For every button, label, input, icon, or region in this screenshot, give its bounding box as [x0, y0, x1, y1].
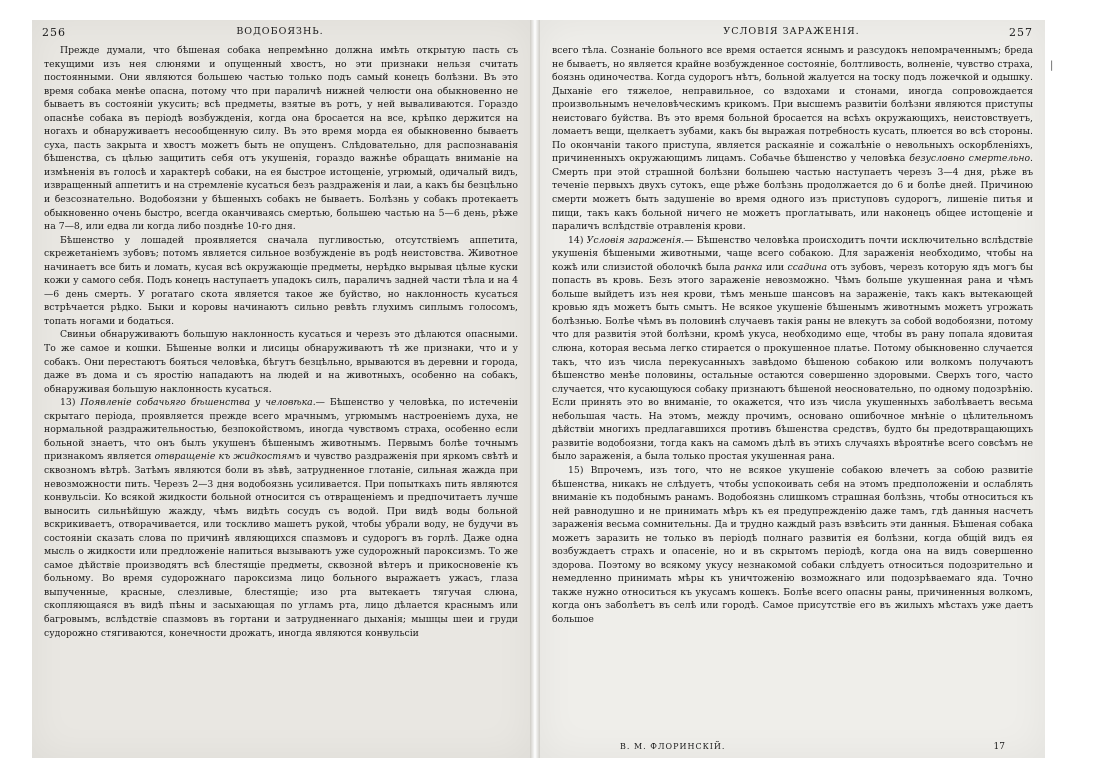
- section-heading: Появленіе собачьяго бѣшенства у человѣка.: [80, 397, 316, 409]
- page-footer: [580, 742, 1005, 754]
- section-heading: Условія зараженія.: [586, 234, 685, 246]
- book-gutter: [530, 20, 540, 758]
- left-page: [32, 20, 530, 758]
- paragraph: Бѣшенство у лошадей проявляется сначала пугливостью, отсутствіемъ аппетита, скрежетаніемъ зубовъ; потомъ является сильное возбужденіе въ родѣ неистовства. Животное начинаетъ все бить и ломать, кусая всѣ окружающіе предметы, нерѣдко вырывая цѣлые куски кожи у самого себя. Подъ конецъ наступаетъ упадокъ силъ, параличъ задней части тѣла и на 4—6 день смерть. У рогатаго скота является такое же буйство, но наклонность кусаться встрѣчается рѣдко. Быки и коровы начинаютъ сильно ревѣть глухимъ сиплымъ голосомъ, топать ногами и бодаться.: [44, 234, 518, 327]
- signature-number: 17: [993, 742, 1005, 752]
- emphasis: безусловно смертельно.: [909, 153, 1033, 165]
- paragraph-section-14: [552, 234, 1033, 464]
- paragraph-section-13: [44, 396, 518, 640]
- emphasis: ранка: [733, 261, 763, 273]
- right-page-header: [550, 26, 1033, 40]
- section-number: 13): [60, 397, 81, 409]
- paragraph-text: — Бѣшенство у человѣка, по истеченіи скрытаго періода, проявляется прежде всего мрачнымъ, угрюмымъ настроеніемъ духа, не нормальной раздражительностью, безпокойствомъ, иногда чувствомъ страха, особенно если больной знаетъ, что онъ былъ укушенъ бѣшенымъ животнымъ. Первымъ болѣе точнымъ признакомъ является: [44, 397, 518, 463]
- right-page: [540, 20, 1045, 758]
- paragraph-section-15: 15) Впрочемъ, изъ того, что не всякое укушеніе собакою влечетъ за собою развитіе бѣшенства, никакъ не слѣдуетъ, чтобы успокоивать себя на этомъ предположеніи и ослаблять вниманіе къ подобнымъ ранамъ. Водобоязнь слишкомъ страшная болѣзнь, чтобы относиться къ ней равнодушно и не принимать мѣръ къ ея предупрежденію даже тамъ, гдѣ данныя насчетъ зараженія весьма сомнительны. Да и трудно каждый разъ взвѣсить эти данныя. Бѣшеная собака можетъ заразить не только въ періодѣ полнаго развитія ея болѣзни, когда общій видъ ея возбуждаетъ страхъ и опасеніе, но и въ скрытомъ періодѣ, когда она на видъ совершенно здорова. Поэтому во всякому укусу незнакомой собаки слѣдуетъ относиться подозрительно и немедленно принимать мѣры къ уничтоженію возможнаго или подозрѣваемаго яда. Точно также нужно относиться къ укусамъ кошекъ. Болѣе всего опасны раны, причиненныя волкомъ, когда онъ заболѣетъ въ селѣ или городѣ. Самое присутствіе его въ жилыхъ мѣстахъ уже даетъ большое: [552, 464, 1033, 625]
- left-page-text: [44, 44, 518, 640]
- paragraph-text: отъ зубовъ, черезъ которую ядъ могъ бы попасть въ кровь. Безъ этого зараженіе невозможно. Чѣмъ больше укушенная рана и чѣмъ больше выйдетъ изъ нея крови, тѣмъ меньше шансовъ на зараженіе, такъ какъ вытекающей кровью ядъ можетъ быть смытъ. Не всякое укушеніе бѣшенымъ животнымъ можетъ угрожать болѣзнью. Болѣе чѣмъ въ половинѣ случаевъ такія раны не влекутъ за собой водобоязни, потому что для развитія этой болѣзни, кромѣ укуса, необходимо еще, чтобы въ рану попала ядовитая слюна, которая весьма легко стирается о прокушенное платье. Потому обыкновенно случается такъ, что изъ числа перекусанныхъ завѣдомо бѣшеною собакою или волкомъ получаютъ бѣшенство менѣе половины, остальные остаются совершенно здоровыми. Сверхъ того, часто случается, что кусающуюся собаку признаютъ бѣшеной неосновательно, по одному подозрѣнію. Если принять это во вниманіе, то окажется, что изъ числа укушенныхъ заболѣваетъ весьма небольшая часть. На этомъ, между прочимъ, основано ошибочное мнѣніе о цѣлительномъ дѣйствіи многихъ предлагавшихся противъ бѣшенства средствъ, будто бы предотвращающихъ развитіе водобоязни, тогда какъ на самомъ дѣлѣ въ этихъ случаяхъ вѣроятнѣе всего совсѣмъ не было зараженія, а была только простая укушенная рана.: [552, 261, 1033, 463]
- emphasis: ссадина: [787, 261, 828, 273]
- section-number: 14): [568, 234, 587, 246]
- running-head: ВОДОБОЯЗНЬ.: [236, 26, 324, 37]
- page-number: 256: [42, 26, 66, 39]
- paragraph-text: Смерть при этой страшной болѣзни большею частью наступаетъ черезъ 3—4 дня, рѣже въ теченіе первыхъ двухъ сутокъ, еще рѣже болѣзнь продолжается до 6 и болѣе дней. Причиною смерти можетъ быть задушеніе во время одного изъ приступовъ судорогъ, лишеніе питья и пищи, такъ какъ больной ничего не можетъ проглатывать, или наконецъ общее истощеніе и параличъ вслѣдствіе отравленія крови.: [552, 166, 1033, 233]
- paragraph: Прежде думали, что бѣшеная собака непремѣнно должна имѣть открытую пасть съ текущими изъ нея слюнями и опущенный хвостъ, но эти признаки нельзя считать постоянными. Они являются большею частью только подъ самый конецъ болѣзни. Въ это время собака менѣе опасна, потому что при параличѣ нижней челюсти она обыкновенно не бываетъ въ состояніи укусить; всѣ предметы, взятые въ ротъ, у ней вываливаются. Гораздо опаснѣе собака въ періодѣ возбужденія, когда она бросается на все, крѣпко держится на ногахъ и обнаруживаетъ несообщенную силу. Въ это время морда ея обыкновенно бываетъ суха, пасть закрыта и хвостъ можетъ быть не опущенъ. Слѣдовательно, для распознаванія бѣшенства, съ цѣлью защитить себя отъ укушенія, гораздо важнѣе обращать вниманіе на измѣненія въ голосѣ и характерѣ собаки, на ея быстрое истощеніе, угрюмый, одичалый видъ, извращенный аппетитъ и на стремленіе кусаться безъ раздраженія и лаи, а какъ бы безцѣльно и безсознательно. Водобоязни у бѣшеныхъ собакъ не бываетъ. Болѣзнь у собакъ протекаетъ обыкновенно очень быстро, всегда оканчиваясь смертью, большею частью на 5—6 день, рѣже на 7—8, или едва ли когда либо позднѣе 10-го дня.: [44, 45, 518, 233]
- left-page-header: [42, 26, 518, 40]
- paragraph-text: всего тѣла. Сознаніе больного все время остается яснымъ и разсудокъ непомраченнымъ; бреда не бываетъ, но является крайне возбужденное состояніе, болтливость, волненіе, чувство страха, боязнь одиночества. Когда судорогъ нѣтъ, больной жалуется на тоску подъ ложечкой и одышку. Дыханіе его тяжелое, неправильное, со вздохами и стонами, иногда сопровождается произвольнымъ нечеловѣческимъ крикомъ. При высшемъ развитіи болѣзни являются приступы неистоваго буйства. Въ это время больной бросается на всѣхъ окружающихъ, неистовствуетъ, ломаетъ вещи, щелкаетъ зубами, какъ бы выражая потребность кусать, плюется во всѣ стороны. По окончаніи такого приступа, является раскаяніе и сожалѣніе о невольныхъ оскорбленіяхъ, причиненныхъ окружающимъ лицамъ. Собачье бѣшенство у человѣка: [552, 45, 1033, 165]
- paragraph-text: или: [765, 261, 785, 273]
- running-head: УСЛОВІЯ ЗАРАЖЕНІЯ.: [723, 26, 860, 37]
- paragraph: Свиньи обнаруживаютъ большую наклонность кусаться и черезъ это дѣлаются опасными. То же самое и кошки. Бѣшеные волки и лисицы обнаруживаютъ тѣ же признаки, что и у собакъ. Они перестаютъ бояться человѣка, бѣгутъ безцѣльно, врываются въ деревни и города, даже въ дома и съ яростію нападаютъ на людей и на животныхъ, особенно на собакъ, обнаруживая большую наклонность кусаться.: [44, 329, 518, 395]
- paragraph-text: — Бѣшенство человѣка происходитъ почти исключительно вслѣдствіе укушенія бѣшеными животными, чаще всего собакою. Для зараженія необходимо, чтобы на кожѣ или слизистой оболочкѣ была: [552, 234, 1034, 273]
- printer-signature: В. М. ФЛОРИНСКІЙ.: [620, 742, 726, 751]
- right-page-text: [552, 44, 1033, 627]
- margin-mark: |: [1050, 60, 1054, 71]
- paragraph-text: и чувство раздраженія при яркомъ свѣтѣ и сквозномъ вѣтрѣ. Затѣмъ являются боли въ зѣвѣ, затрудненное глотаніе, сильная жажда при невозможности пить. Черезъ 2—3 дня водобоязнь усиливается. При попыткахъ пить являются конвульсіи. Ко всякой жидкости больной относится съ отвращеніемъ и предпочитаетъ лучше выносить сильнѣйшую жажду, чѣмъ видѣть сосудъ съ водой. При видѣ воды больной вскрикиваетъ, отворачивается, или тоскливо машетъ рукой, чтобы убрали воду, не будучи въ состояніи сказать слова по причинѣ являющихся спазмовъ и судорогъ въ горлѣ. Даже одна мысль о жидкости или предложеніе напиться вызываютъ уже судорожный пароксизмъ. То же самое дѣйствіе производятъ всѣ блестящіе предметы, сквозной вѣтеръ и прикосновеніе къ больному. Во время судорожнаго пароксизма лицо больного выражаетъ ужасъ, глаза выпученные, красные, слезливые, блестящіе; изо рта вытекаетъ тягучая слюна, скопляющаяся въ видѣ пѣны и засыхающая по угламъ рта, лицо дѣлается краснымъ или багровымъ, вслѣдствіе спазмовъ въ гортани и затрудненнаго дыханія; мышцы шеи и груди судорожно стягиваются, конечности дрожатъ, иногда являются конвульсіи: [44, 451, 518, 639]
- paragraph: [552, 44, 1033, 234]
- emphasis: отвращеніе къ жидкостямъ: [154, 451, 302, 463]
- page-number: 257: [1009, 26, 1033, 39]
